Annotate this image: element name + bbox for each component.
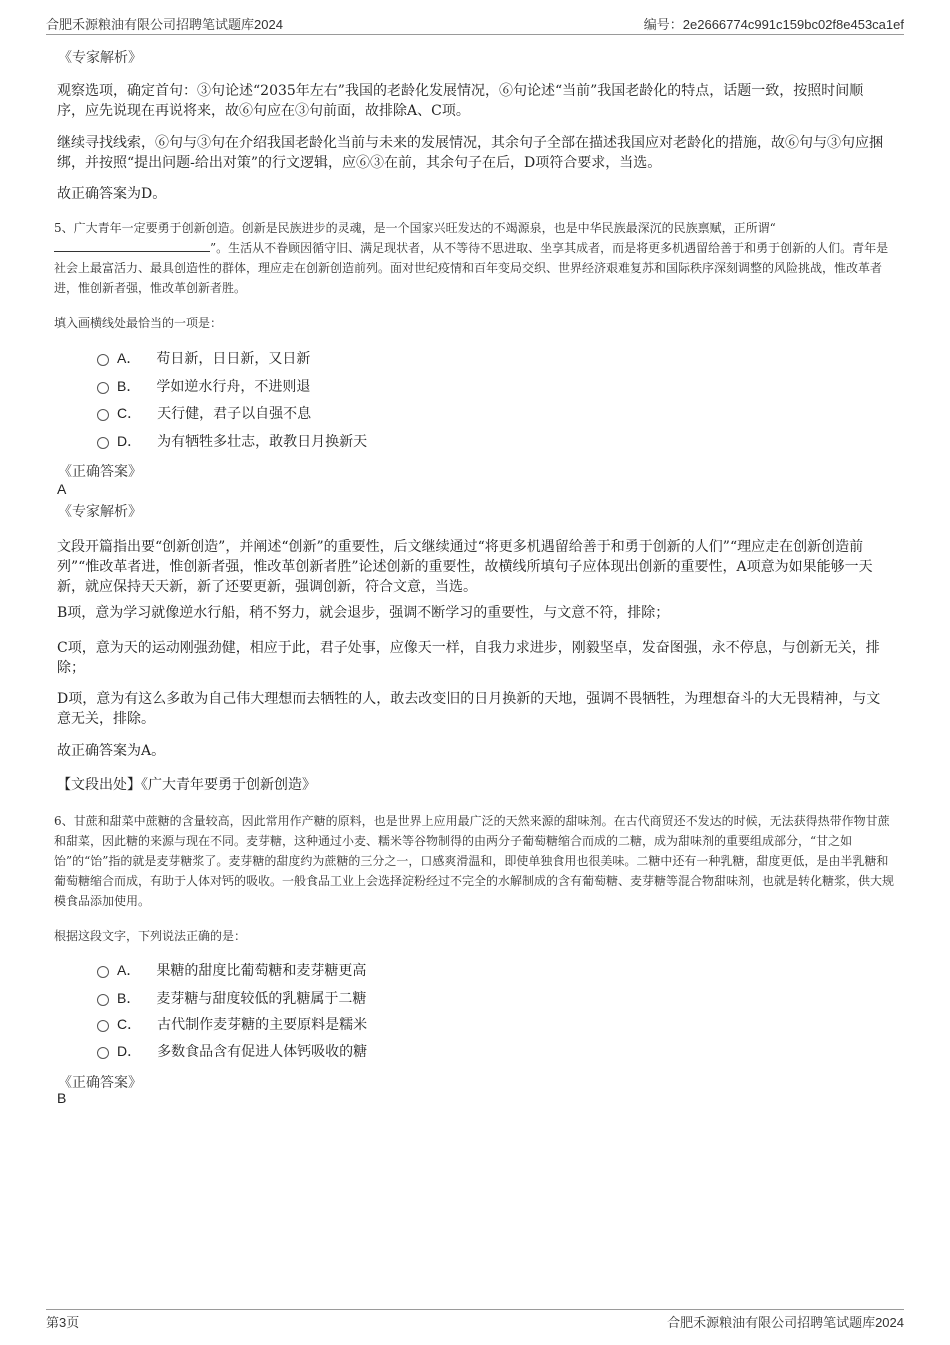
prev-analysis-para: 继续寻找线索，⑥句与③句在介绍我国老龄化当前与未来的发展情况，其余句子全部在描述我国应对老龄化的措施，故⑥句与③句应捆绑，并按照“提出问题-给出对策”的行文逻辑，应⑥③在前，其余句子在后，D项符合要求，当选。 <box>57 135 883 171</box>
q5-answer-statement: 故正确答案为A。 <box>57 743 166 759</box>
prev-analysis-label: 《专家解析》 <box>58 50 142 66</box>
radio-icon[interactable] <box>97 1020 109 1032</box>
option-text: 多数食品含有促进人体钙吸收的糖 <box>157 1044 368 1060</box>
option-text: 学如逆水行舟，不进则退 <box>156 379 311 395</box>
question-5-text-part2: ”。生活从不眷顾因循守旧、满足现状者，从不等待不思进取、坐享其成者，而是将更多机遇留给善于和勇于创新的人们。青年是社会上最富活力、最具创造性的群体，理应走在创新创造前列。面对世纪疫情和百年变局交织、世界经济艰难复苏和国际秩序深刻调整的风险挑战，惟改革者进，惟创新者强，惟改革创新者胜。 <box>54 241 889 295</box>
option-key: D． <box>117 433 142 449</box>
option-key: D． <box>117 1043 142 1059</box>
prev-answer-statement: 故正确答案为D。 <box>57 186 167 202</box>
option-text: 古代制作麦芽糖的主要原料是糯米 <box>157 1017 368 1033</box>
q5-analysis-para: C项，意为天的运动刚强劲健，相应于此，君子处事，应像天一样，自我力求进步，刚毅坚卓，发奋图强，永不停息，与创新无关，排除； <box>57 640 880 676</box>
radio-icon[interactable] <box>97 382 109 394</box>
radio-icon[interactable] <box>97 994 109 1006</box>
question-6-prompt: 根据这段文字，下列说法正确的是： <box>54 929 247 943</box>
question-5-prompt: 填入画横线处最恰当的一项是： <box>54 316 223 330</box>
fill-blank-line <box>54 239 210 252</box>
q6-answer: B <box>57 1090 67 1106</box>
q5-analysis-para: D项，意为有这么多敢为自己伟大理想而去牺牲的人，敢去改变旧的日月换新的天地，强调不畏牺牲，为理想奋斗的大无畏精神，与文意无关，排除。 <box>57 691 881 727</box>
q5-analysis-label: 《专家解析》 <box>58 504 142 520</box>
option-key: A． <box>117 350 141 366</box>
option-text: 麦芽糖与甜度较低的乳糖属于二糖 <box>156 991 367 1007</box>
footer-title: 合肥禾源粮油有限公司招聘笔试题库2024 <box>667 1314 904 1330</box>
q5-source: 【文段出处】《广大青年要勇于创新创造》 <box>57 777 316 793</box>
option-text: 果糖的甜度比葡萄糖和麦芽糖更高 <box>156 963 367 979</box>
q6-option-b[interactable] <box>97 987 366 1009</box>
radio-icon[interactable] <box>97 409 109 421</box>
q5-option-d[interactable] <box>97 430 367 452</box>
question-6-text: 6、甘蔗和甜菜中蔗糖的含量较高，因此常用作产糖的原料，也是世界上应用最广泛的天然来源的甜味剂。在古代商贸还不发达的时候，无法获得热带作物甘蔗和甜菜，因此糖的来源与现在不同。麦芽糖，这种通过小麦、糯米等谷物制得的由两分子葡萄糖缩合而成的二糖，成为甜味剂的重要组成部分，“甘之如饴”的“饴”指的就是麦芽糖浆了。麦芽糖的甜度约为蔗糖的三分之一，口感爽滑温和，即使单独食用也很美味。二糖中还有一种乳糖，甜度更低，是由半乳糖和葡萄糖缩合而成，有助于人体对钙的吸收。一般食品工业上会选择淀粉经过不完全的水解制成的含有葡萄糖、麦芽糖等混合物甜味剂，也就是转化糖浆，供大规模食品添加使用。 <box>54 814 895 908</box>
radio-icon[interactable] <box>97 437 109 449</box>
option-key: C． <box>117 1016 142 1032</box>
q5-answer: A <box>57 481 67 497</box>
page-header <box>46 12 904 35</box>
q6-answer-label: 《正确答案》 <box>58 1075 142 1091</box>
option-key: C． <box>117 405 142 421</box>
question-5-text-part1: 5、广大青年一定要勇于创新创造。创新是民族进步的灵魂，是一个国家兴旺发达的不竭源泉，也是中华民族最深沉的民族禀赋，正所谓“ <box>54 221 776 235</box>
q5-option-c[interactable] <box>97 402 311 424</box>
q5-answer-label: 《正确答案》 <box>58 464 142 480</box>
q6-option-d[interactable] <box>97 1040 367 1062</box>
page-number: 第3页 <box>46 1314 80 1330</box>
radio-icon[interactable] <box>97 1047 109 1059</box>
option-key: B． <box>117 378 141 394</box>
q5-option-b[interactable] <box>97 375 310 397</box>
q5-analysis-para: B项，意为学习就像逆水行船，稍不努力，就会退步，强调不断学习的重要性，与文意不符，排除； <box>57 605 670 621</box>
radio-icon[interactable] <box>97 354 109 366</box>
page-footer <box>46 1309 904 1332</box>
question-5-text <box>54 218 896 298</box>
q6-option-a[interactable] <box>97 959 366 981</box>
option-text: 天行健，君子以自强不息 <box>157 406 312 422</box>
q5-option-a[interactable] <box>97 347 310 369</box>
option-text: 苟日新，日日新，又日新 <box>156 351 311 367</box>
option-text: 为有牺牲多壮志，敢教日月换新天 <box>157 434 368 450</box>
q6-option-c[interactable] <box>97 1013 367 1035</box>
prev-analysis-para: 观察选项，确定首句：③句论述“2035年左右”我国的老龄化发展情况，⑥句论述“当前”我国老龄化的特点，话题一致，按照时间顺序，应先说现在再说将来，故⑥句应在③句前面，故排除A、C项。 <box>57 83 864 119</box>
q5-analysis-para: 文段开篇指出要“创新创造”，并阐述“创新”的重要性，后文继续通过“将更多机遇留给善于和勇于创新的人们”“理应走在创新创造前列”“惟改革者进，惟创新者强，惟改革创新者胜”论述创新的重要性，故横线所填句子应体现出创新的重要性，A项意为如果能够一天新，就应保持天天新，新了还要更新，强调创新，符合文意，当选。 <box>57 539 873 595</box>
header-title: 合肥禾源粮油有限公司招聘笔试题库2024 <box>46 16 283 32</box>
option-key: A． <box>117 962 141 978</box>
option-key: B． <box>117 990 141 1006</box>
document-id: 编号：2e2666774c991c159bc02f8e453ca1ef <box>643 16 904 32</box>
radio-icon[interactable] <box>97 966 109 978</box>
